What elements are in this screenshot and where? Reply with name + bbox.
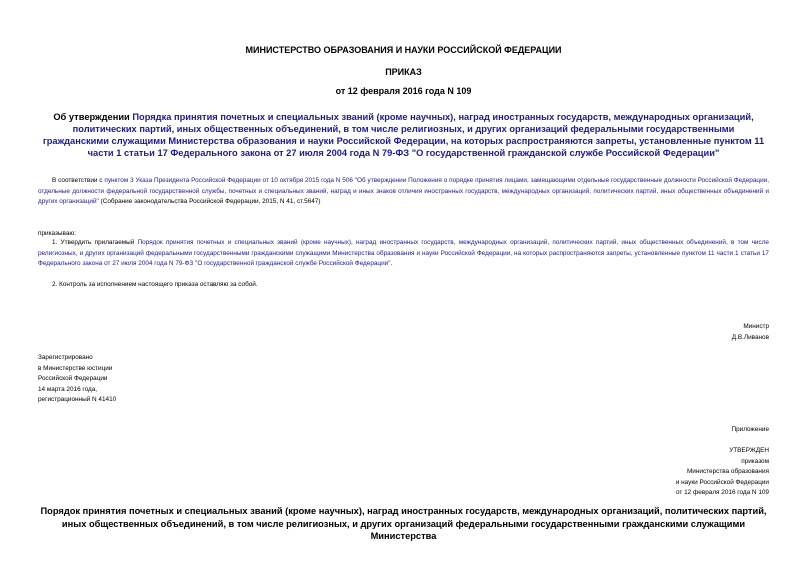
item-2-text: 2. Контроль за исполнением настоящего приказа оставляю за собой. [52,281,258,288]
registration-line: Зарегистрировано [38,354,93,361]
signature-name: Д.В.Ливанов [731,333,769,341]
preamble-link[interactable]: пунктом 3 Указа Президента Российской Федерации от 10 октября 2015 года N 506 "Об утверждении Положения о порядке принятия лицами, замещающими отдельные государственные должности Российской Федерации, отдельные должности федеральной государственной службы, почетных и специальных званий, наград и иных знаков отличия иностранных государств, международных организаций, политических партий, иных общественных объединений и других организаций" [38,177,769,206]
date-number-heading: от 12 февраля 2016 года N 109 [335,86,472,96]
signature-block [732,322,769,343]
preamble-text-b: (Собрание законодательства Российской Федерации, 2015, N 41, ст.5647) [98,198,321,206]
registration-line: 14 марта 2016 года, [38,385,98,393]
item-1-paragraph [38,238,769,270]
approval-line: и науки Российской Федерации [675,478,769,486]
order-title-link[interactable]: Порядка принятия почетных и специальных званий (кроме научных), наград иностранных государств, международных организаций, политических партий, иных общественных объединений, в том числе религиозных, и других организаций федеральными государственными гражданскими служащими Министерства образования и науки Российской Федерации, на которых распространяются запреты, установленные пунктом 11 части 1 статьи 17 Федерального закона от 27 июля 2004 года N 79-ФЗ "О государственной гражданской службе Российской Федерации" [42,112,765,158]
order-title-prefix: Об утверждении [53,112,133,122]
registration-line: Российской Федерации [38,375,108,382]
appendix-label: Приложение [731,426,769,433]
item-1-suffix: . [390,260,393,268]
item-1-prefix: 1. Утвердить прилагаемый [52,239,138,246]
approved-word: УТВЕРЖДЕН [729,447,769,454]
order-title [40,111,767,159]
doc-type-heading: ПРИКАЗ [385,67,422,77]
approval-line: приказом [741,457,769,465]
registration-block [38,353,116,406]
preamble-text-a: В соответствии с [52,177,105,184]
signature-position: Министр [743,323,769,330]
approval-block [676,446,769,499]
item-2-paragraph [38,280,769,291]
approval-line: Министерства образования [686,468,769,475]
registration-line: в Министерстве юстиции [38,364,113,372]
ministry-heading: МИНИСТЕРСТВО ОБРАЗОВАНИЯ И НАУКИ РОССИЙСКОЙ ФЕДЕРАЦИИ [245,45,562,55]
approval-line: от 12 февраля 2016 года N 109 [676,489,769,496]
preamble-paragraph [38,176,769,208]
procedure-title: Порядок принятия почетных и специальных званий (кроме научных), наград иностранных государств, международных организаций, политических партий, иных общественных объединений, в том числе религиозных, и других организаций федеральными государственными гражданскими служащими Министерства [40,506,767,541]
order-word: приказываю: [38,230,76,237]
item-1-link[interactable]: Порядок принятия почетных и специальных званий (кроме научных), наград иностранных государств, международных организаций, политических партий, иных общественных объединений, в том числе религиозных, и других организаций федеральными государственными гражданскими служащими Министерства образования и науки Российской Федерации, на которых распространяются запреты, установленные пунктом 11 части 1 статьи 17 Федерального закона от 27 июля 2004 года N 79-ФЗ "О государственной гражданской службе Российской Федерации" [38,239,769,268]
registration-line: регистрационный N 41410 [38,396,117,403]
